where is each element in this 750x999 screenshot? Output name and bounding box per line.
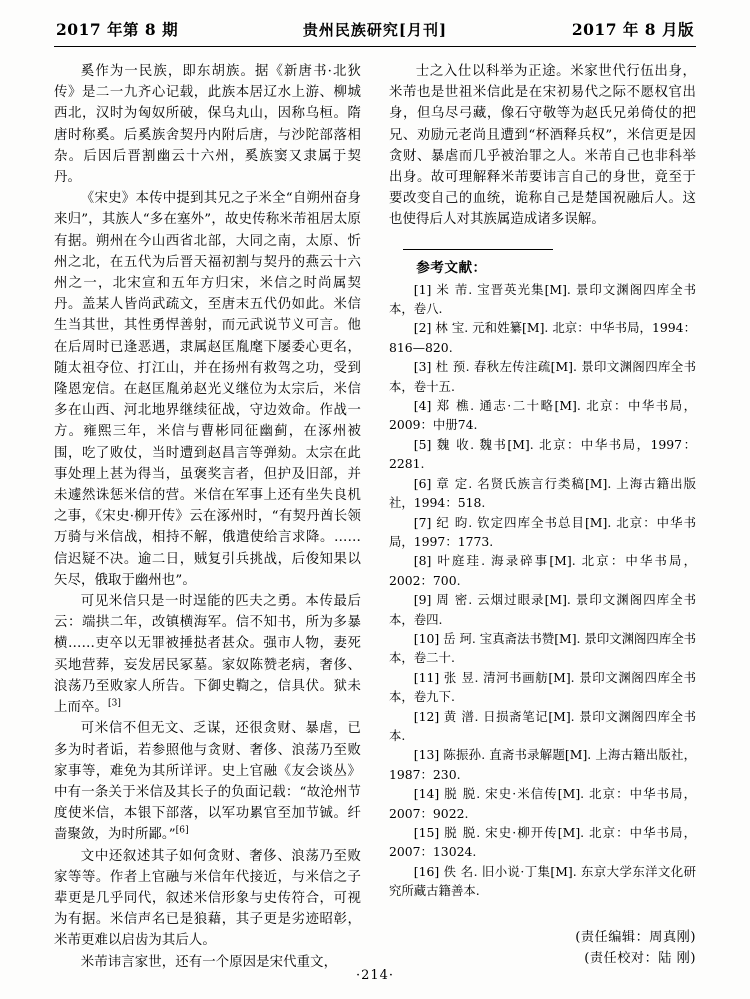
paragraph-text: 可见米信只是一时逞能的匹夫之勇。本传最后云：端拱二年，改镇横海军。信不知书，所为多暴横……吏卒以无罪被捶挞者甚众。强市人物，妻死买地营葬，妄发居民冢墓。家奴陈赞老病，奢侈、浪荡乃至败家人所告。下御史鞫之，信具伏。狱未上而卒。	[54, 594, 361, 716]
reference-item: [4] 郑 樵. 通志·二十略[M]. 北京：中华书局，2009：中册74.	[389, 398, 696, 433]
reference-item: [12] 黄 潽. 日损斋笔记[M]. 景印文渊阁四库全书本.	[389, 708, 696, 743]
references-rule	[403, 249, 553, 250]
header-rule	[54, 46, 696, 47]
reference-item: [14] 脱 脱. 宋史·米信传[M]. 北京：中华书局，2007：9022.	[389, 786, 696, 821]
paragraph: 奚作为一民族，即东胡族。据《新唐书·北狄传》是二一九齐心记载，此族本居辽水上游、柳城西北，汉时为匈奴所破，保乌丸山，因称乌桓。隋唐时称奚。后奚族舍契丹内附后唐，与沙陀部落相杂。后因后晋割幽云十六州，奚族窦又隶属于契丹。	[54, 64, 361, 186]
reference-item: [1] 米 芾. 宝晋英光集[M]. 景印文渊阁四库全书本，卷八.	[389, 281, 696, 317]
paragraph	[54, 591, 361, 718]
right-column	[389, 61, 696, 966]
running-head-date: 2017 年 8 月版	[571, 20, 694, 39]
page-number: ·214·	[355, 968, 395, 983]
reference-item: [16] 佚 名. 旧小说·丁集[M]. 东京大学东洋文化研究所藏古籍善本.	[389, 863, 696, 899]
paragraph: 文中还叙述其子如何贪财、奢侈、浪荡乃至败家等等。作者上官融与米信年代接近，与米信之子辈更是几乎同代，叙述米信形象与史传符合，可视为有据。米信声名已是狼藉，其子更是劣迹昭彰，米芾更难以启齿为其后人。	[54, 848, 361, 949]
responsible-editor: (责任编辑：周真刚)	[575, 929, 696, 945]
reference-item: [9] 周 密. 云烟过眼录[M]. 景印文渊阁四库全书本，卷四.	[389, 592, 696, 627]
running-head	[54, 18, 696, 46]
footnote-marker: [6]	[175, 825, 189, 836]
responsible-proofreader: (责任校对：陆 刚)	[584, 950, 696, 966]
reference-item: [11] 张 昱. 清河书画舫[M]. 景印文渊阁四库全书本，卷九下.	[389, 669, 696, 705]
reference-item: [2] 林 宝. 元和姓纂[M]. 北京：中华书局，1994：816—820.	[389, 320, 696, 355]
reference-item: [6] 章 定. 名贤氏族言行类稿[M]. 上海古籍出版社，1994：518.	[389, 475, 696, 511]
running-head-issue: 2017 年第 8 期	[56, 20, 179, 39]
paragraph: 《宋史》本传中提到其兄之子米全“自朔州奋身来归”，其族人“多在塞外”，故史传称米芾祖居太原有据。朔州在今山西省北部，大同之南，太原、忻州之北，在五代为后晋天福初割与契丹的燕云十六州之一，北宋宣和五年方归宋，米信之时尚属契丹。盖某人皆尚武疏文，至唐末五代仍如此。米信生当其世，其性勇悍善射，而元武说节义可言。他在后周时已逢恶遇，隶属赵匡胤麾下屡委心更名，随太祖夺位、打江山，并在扬州有救驾之功，受到隆恩宠信。在赵匡胤弟赵光义继位为太宗后，米信多在山西、河北地界继续征战，守边效命。作战一方。雍熙三年，米信与曹彬同征幽蓟，在涿州被围，吃了败仗，当时遭到赵昌言等弹劾。太宗在此事处理上甚为得当，虽褒奖言者，但护及旧部，并未遽然诛惩米信的营。米信在军事上还有坐失良机之事，《宋史·柳开传》云在涿州时，“有契丹酋长领万骑与米信战，相持不解，俄遣使给言求降。……信迟疑不决。逾二日，贼复引兵挑战，后俊知果以矢尽，俄取于幽州也”。	[54, 191, 361, 588]
paragraph: 士之入仕以科举为正途。米家世代行伍出身，米芾也是世祖米信此是在宋初易代之际不愿权官出身，但乌尽弓藏，像石守敬等为赵氏兄弟倚仗的把兄、劝励元老尚且遭到“杯酒释兵权”，米信更是因贪财、暴虐而几乎被治罪之人。米芾自己也非科举出身。故可理解释米芾要讳言自己的身世，竟至于要改变自己的血统，诡称自己是楚国祝融后人。这也使得后人对其族属造成诸多误解。	[389, 64, 696, 228]
paragraph	[54, 718, 361, 845]
reference-item: [7] 纪 昀. 钦定四库全书总目[M]. 北京：中华书局，1997：1773.	[389, 514, 696, 549]
paragraph: 米芾讳言家世，还有一个原因是宋代重文，	[80, 954, 338, 970]
reference-item: [10] 岳 珂. 宝真斋法书赞[M]. 景印文渊阁四库全书本，卷二十.	[389, 630, 696, 666]
reference-item: [8] 叶庭珪. 海录碎事[M]. 北京：中华书局，2002：700.	[389, 553, 696, 588]
body-columns	[54, 61, 696, 970]
reference-item: [13] 陈振孙. 直斋书录解题[M]. 上海古籍出版社，1987：230.	[389, 747, 696, 782]
running-head-journal-title: 贵州民族研究[月刊]	[302, 21, 448, 39]
reference-item: [5] 魏 收. 魏书[M]. 北京：中华书局，1997：2281.	[389, 436, 696, 472]
left-column	[54, 61, 363, 970]
paragraph-text: 可米信不但无文、乏谋，还很贪财、暴虐，已多为时者诟，若参照他与贪财、奢侈、浪荡乃至败家事等，难免为其所详评。史上官融《友会谈丛》中有一条关于米信及其长子的负面记载：“故沧州节度使米信，本银下部落，以军功累官至加节铖。纤啬聚敛，为时所鄙。”	[54, 721, 361, 843]
reference-item: [3] 杜 预. 春秋左传注疏[M]. 景印文渊阁四库全书本，卷十五.	[389, 359, 696, 394]
references-heading: 参考文献：	[416, 259, 487, 276]
signoff-block	[389, 927, 696, 969]
reference-item: [15] 脱 脱. 宋史·柳开传[M]. 北京：中华书局，2007：13024.	[389, 825, 696, 860]
footnote-marker: [3]	[107, 698, 122, 709]
